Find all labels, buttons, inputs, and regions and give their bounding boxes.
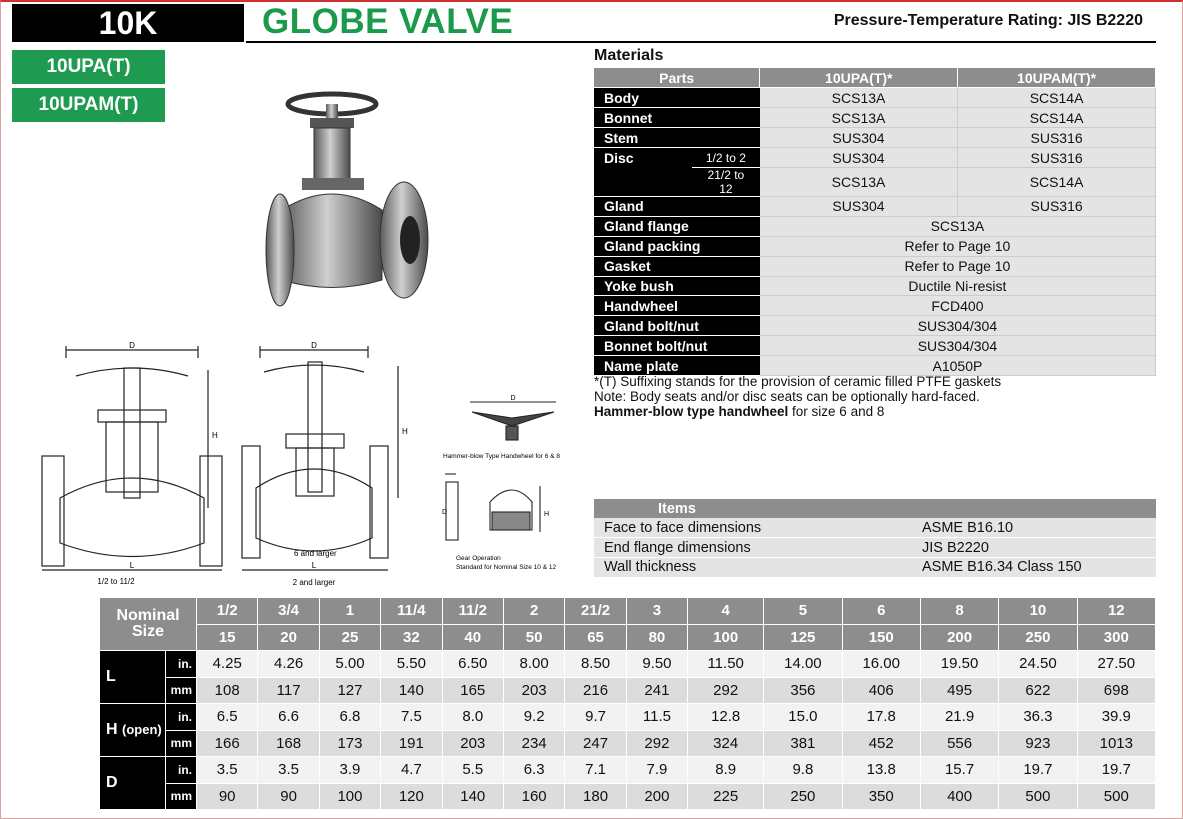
row-label-h-open: (open)	[122, 722, 162, 737]
size-inch-cell: 8	[920, 598, 998, 625]
dim-cell-h-in: 7.5	[381, 704, 442, 731]
part-name: Body	[594, 88, 760, 108]
dim-cell-h-mm: 191	[381, 730, 442, 757]
size-inch-cell: 4	[688, 598, 764, 625]
dim-cell-l-mm: 495	[920, 677, 998, 704]
dimension-table	[99, 597, 1156, 810]
material-a: SUS304	[760, 196, 958, 216]
size-mm-cell: 32	[381, 624, 442, 651]
dim-cell-d-mm: 100	[319, 783, 380, 810]
hammer-caption: Hammer-blow Type Handwheel for 6 & 8	[443, 453, 560, 460]
dim-cell-d-mm: 120	[381, 783, 442, 810]
part-name: Name plate	[594, 356, 760, 376]
dim-cell-l-in: 4.26	[258, 651, 319, 678]
dim-cell-l-mm: 356	[764, 677, 842, 704]
material-b: SUS316	[958, 148, 1156, 168]
drawing-small-sizes	[36, 338, 226, 588]
dim-cell-d-in: 15.7	[920, 757, 998, 784]
material-b: SCS14A	[958, 108, 1156, 128]
dim-cell-d-in: 6.3	[503, 757, 564, 784]
size-mm-cell: 50	[503, 624, 564, 651]
size-mm-cell: 80	[626, 624, 687, 651]
caption-small-sizes: 1/2 to 11/2	[97, 577, 135, 586]
caption-large-sizes: 2 and larger	[292, 578, 336, 587]
size-inch-cell: 2	[503, 598, 564, 625]
material-a: SCS13A	[760, 167, 958, 196]
part-name: Gland flange	[594, 216, 760, 236]
items-header-row	[594, 499, 1156, 518]
part-name: Gland bolt/nut	[594, 316, 760, 336]
items-row	[594, 557, 1156, 577]
material-row-yoke-bush	[594, 276, 1156, 296]
material-row-bonnet-bolt	[594, 336, 1156, 356]
dim-cell-l-in: 6.50	[442, 651, 503, 678]
material-common: FCD400	[760, 296, 1156, 316]
material-b: SUS316	[958, 128, 1156, 148]
part-name: Gasket	[594, 256, 760, 276]
part-name: Yoke bush	[594, 276, 760, 296]
material-common: Refer to Page 10	[760, 256, 1156, 276]
size-mm-cell: 300	[1077, 624, 1155, 651]
dim-label-d: D	[442, 509, 448, 516]
dim-cell-d-in: 19.7	[1077, 757, 1155, 784]
dim-cell-l-in: 4.25	[197, 651, 258, 678]
dim-cell-d-in: 19.7	[999, 757, 1077, 784]
material-row-bonnet	[594, 108, 1156, 128]
dim-cell-h-in: 6.6	[258, 704, 319, 731]
dim-cell-h-in: 6.8	[319, 704, 380, 731]
material-common: Ductile Ni-resist	[760, 276, 1156, 296]
size-range: 21/2 to 12	[692, 167, 760, 196]
size-inch-cell: 6	[842, 598, 920, 625]
size-inch-cell: 1/2	[197, 598, 258, 625]
material-row-name-plate	[594, 356, 1156, 376]
size-row-inches	[100, 598, 1156, 625]
row-d-inches	[100, 757, 1156, 784]
dim-cell-l-mm: 406	[842, 677, 920, 704]
size-mm-cell: 20	[258, 624, 319, 651]
dim-cell-d-in: 9.8	[764, 757, 842, 784]
dim-cell-h-in: 21.9	[920, 704, 998, 731]
material-common: SUS304/304	[760, 316, 1156, 336]
row-l-inches	[100, 651, 1156, 678]
col-parts: Parts	[594, 68, 760, 88]
size-mm-cell: 25	[319, 624, 380, 651]
item-value: ASME B16.34 Class 150	[912, 557, 1156, 577]
dim-cell-l-in: 14.00	[764, 651, 842, 678]
size-mm-cell: 250	[999, 624, 1077, 651]
dim-cell-h-in: 17.8	[842, 704, 920, 731]
dim-cell-h-in: 39.9	[1077, 704, 1155, 731]
dim-cell-h-mm: 292	[626, 730, 687, 757]
size-inch-cell: 10	[999, 598, 1077, 625]
dim-cell-d-in: 5.5	[442, 757, 503, 784]
dim-cell-l-mm: 117	[258, 677, 319, 704]
materials-header-row	[594, 68, 1156, 88]
unit-in: in.	[166, 651, 197, 678]
material-common: Refer to Page 10	[760, 236, 1156, 256]
item-value: ASME B16.10	[912, 518, 1156, 538]
size-mm-cell: 15	[197, 624, 258, 651]
dim-cell-d-in: 3.5	[197, 757, 258, 784]
dim-cell-h-mm: 166	[197, 730, 258, 757]
size-inch-cell: 11/4	[381, 598, 442, 625]
size-inch-cell: 11/2	[442, 598, 503, 625]
size-mm-cell: 150	[842, 624, 920, 651]
dim-cell-d-mm: 500	[1077, 783, 1155, 810]
material-row-disc-small	[594, 148, 1156, 168]
dim-cell-d-in: 4.7	[381, 757, 442, 784]
material-row-gland-packing	[594, 236, 1156, 256]
nominal-label-1: Nominal	[116, 607, 180, 624]
dim-cell-l-in: 8.50	[565, 651, 626, 678]
row-h-inches	[100, 704, 1156, 731]
dim-cell-h-mm: 381	[764, 730, 842, 757]
dim-cell-h-mm: 452	[842, 730, 920, 757]
dim-cell-d-mm: 140	[442, 783, 503, 810]
material-row-gland-flange	[594, 216, 1156, 236]
dim-cell-l-mm: 698	[1077, 677, 1155, 704]
dim-cell-d-in: 3.9	[319, 757, 380, 784]
dim-cell-l-in: 24.50	[999, 651, 1077, 678]
dim-cell-h-mm: 203	[442, 730, 503, 757]
dim-cell-l-in: 8.00	[503, 651, 564, 678]
nominal-label-2: Size	[131, 623, 164, 640]
dim-label-l: L	[129, 561, 135, 570]
material-a: SCS13A	[760, 88, 958, 108]
dim-cell-h-in: 8.0	[442, 704, 503, 731]
material-b: SCS14A	[958, 167, 1156, 196]
dim-cell-l-mm: 241	[626, 677, 687, 704]
gear-caption-2: Standard for Nominal Size 10 & 12	[456, 564, 557, 571]
note-hammer-blow-rest: for size 6 and 8	[788, 404, 885, 419]
items-row	[594, 538, 1156, 558]
dim-cell-d-mm: 500	[999, 783, 1077, 810]
row-l-mm	[100, 677, 1156, 704]
size-inch-cell: 21/2	[565, 598, 626, 625]
item-value: JIS B2220	[912, 538, 1156, 558]
nominal-size-label	[100, 598, 197, 651]
gear-caption-1: Gear Operation	[456, 555, 501, 562]
material-row-handwheel	[594, 296, 1156, 316]
dim-cell-d-in: 7.9	[626, 757, 687, 784]
dim-cell-d-mm: 225	[688, 783, 764, 810]
part-name: Disc	[594, 148, 692, 197]
model-button-10upat[interactable]: 10UPA(T)	[12, 50, 165, 84]
part-name: Bonnet	[594, 108, 760, 128]
dim-cell-h-in: 15.0	[764, 704, 842, 731]
dim-cell-h-in: 12.8	[688, 704, 764, 731]
dim-cell-d-in: 8.9	[688, 757, 764, 784]
material-common: A1050P	[760, 356, 1156, 376]
size-inch-cell: 3	[626, 598, 687, 625]
col-10upamt: 10UPAM(T)*	[958, 68, 1156, 88]
dim-cell-l-mm: 622	[999, 677, 1077, 704]
dim-cell-h-mm: 1013	[1077, 730, 1155, 757]
unit-in: in.	[166, 704, 197, 731]
dim-label-d: D	[129, 341, 135, 350]
dim-cell-l-mm: 108	[197, 677, 258, 704]
row-label-d: D	[100, 757, 166, 810]
material-common: SCS13A	[760, 216, 1156, 236]
size-row-mm	[100, 624, 1156, 651]
dim-cell-l-mm: 127	[319, 677, 380, 704]
row-d-mm	[100, 783, 1156, 810]
dim-cell-l-in: 9.50	[626, 651, 687, 678]
dim-cell-d-mm: 400	[920, 783, 998, 810]
material-row-gland	[594, 196, 1156, 216]
page-title: GLOBE VALVE	[262, 2, 514, 41]
dim-cell-l-in: 5.00	[319, 651, 380, 678]
material-a: SUS304	[760, 128, 958, 148]
model-button-10upamt[interactable]: 10UPAM(T)	[12, 88, 165, 122]
dim-cell-h-mm: 324	[688, 730, 764, 757]
size-inch-cell: 3/4	[258, 598, 319, 625]
dim-label-l: L	[311, 561, 317, 570]
dim-cell-l-in: 19.50	[920, 651, 998, 678]
unit-mm: mm	[166, 677, 197, 704]
dim-cell-h-mm: 234	[503, 730, 564, 757]
material-a: SCS13A	[760, 108, 958, 128]
part-name: Bonnet bolt/nut	[594, 336, 760, 356]
material-a: SUS304	[760, 148, 958, 168]
dim-cell-d-mm: 90	[197, 783, 258, 810]
dim-label-h: H	[212, 431, 218, 440]
dim-cell-d-mm: 350	[842, 783, 920, 810]
dim-cell-h-in: 9.2	[503, 704, 564, 731]
items-row	[594, 518, 1156, 538]
drawing-handwheel-options	[440, 390, 590, 575]
note-hammer-blow-bold: Hammer-blow type handwheel	[594, 404, 789, 419]
part-name: Handwheel	[594, 296, 760, 316]
size-inch-cell: 5	[764, 598, 842, 625]
dim-cell-h-in: 6.5	[197, 704, 258, 731]
pressure-rating: Pressure-Temperature Rating: JIS B2220	[833, 12, 1143, 29]
dim-cell-h-mm: 556	[920, 730, 998, 757]
dim-cell-d-in: 13.8	[842, 757, 920, 784]
dim-cell-l-mm: 165	[442, 677, 503, 704]
part-name: Stem	[594, 128, 760, 148]
row-label-h	[100, 704, 166, 757]
dim-cell-d-mm: 160	[503, 783, 564, 810]
valve-photo	[262, 90, 442, 315]
material-b: SUS316	[958, 196, 1156, 216]
dim-cell-l-in: 27.50	[1077, 651, 1155, 678]
dim-cell-l-mm: 203	[503, 677, 564, 704]
col-10upat: 10UPA(T)*	[760, 68, 958, 88]
dim-cell-l-in: 16.00	[842, 651, 920, 678]
size-mm-cell: 125	[764, 624, 842, 651]
dim-label-h: H	[402, 427, 408, 436]
dim-cell-h-mm: 247	[565, 730, 626, 757]
dim-cell-h-mm: 173	[319, 730, 380, 757]
dim-cell-d-mm: 90	[258, 783, 319, 810]
dim-cell-d-mm: 250	[764, 783, 842, 810]
materials-table	[594, 68, 1156, 376]
dim-cell-h-mm: 168	[258, 730, 319, 757]
part-name: Gland packing	[594, 236, 760, 256]
dim-cell-h-mm: 923	[999, 730, 1077, 757]
material-row-gland-bolt	[594, 316, 1156, 336]
size-mm-cell: 200	[920, 624, 998, 651]
dim-cell-l-in: 11.50	[688, 651, 764, 678]
unit-in: in.	[166, 757, 197, 784]
note-hammer-blow	[594, 404, 1001, 419]
dim-cell-l-mm: 216	[565, 677, 626, 704]
size-inch-cell: 1	[319, 598, 380, 625]
material-b: SCS14A	[958, 88, 1156, 108]
row-label-l: L	[100, 651, 166, 704]
dim-cell-h-in: 11.5	[626, 704, 687, 731]
row-h-mm	[100, 730, 1156, 757]
items-table	[594, 499, 1156, 578]
size-inch-cell: 12	[1077, 598, 1155, 625]
size-mm-cell: 65	[565, 624, 626, 651]
dim-cell-d-mm: 180	[565, 783, 626, 810]
part-name: Gland	[594, 196, 760, 216]
row-label-h-main: H	[106, 721, 118, 738]
unit-mm: mm	[166, 730, 197, 757]
item-label: Face to face dimensions	[594, 518, 912, 538]
note-ptfe: *(T) Suffixing stands for the provision of ceramic filled PTFE gaskets	[594, 374, 1002, 389]
dim-cell-h-in: 9.7	[565, 704, 626, 731]
item-label: End flange dimensions	[594, 538, 912, 558]
dim-cell-l-mm: 140	[381, 677, 442, 704]
material-row-gasket	[594, 256, 1156, 276]
item-label: Wall thickness	[594, 557, 912, 577]
dim-cell-d-in: 3.5	[258, 757, 319, 784]
dim-label-h: H	[544, 511, 550, 518]
title-rule	[246, 41, 1156, 43]
size-mm-cell: 100	[688, 624, 764, 651]
items-title: Items	[594, 499, 1156, 518]
materials-title: Materials	[594, 47, 664, 64]
material-common: SUS304/304	[760, 336, 1156, 356]
dim-cell-h-in: 36.3	[999, 704, 1077, 731]
note-hard-faced: Note: Body seats and/or disc seats can be optionally hard-faced.	[594, 389, 980, 404]
material-row-body	[594, 88, 1156, 108]
pressure-class-label: 10K	[12, 4, 244, 42]
size-mm-cell: 40	[442, 624, 503, 651]
materials-notes	[594, 374, 1001, 419]
material-row-stem	[594, 128, 1156, 148]
dim-cell-l-mm: 292	[688, 677, 764, 704]
dim-cell-l-in: 5.50	[381, 651, 442, 678]
dim-label-d: D	[311, 341, 317, 350]
dim-cell-d-mm: 200	[626, 783, 687, 810]
drawing-large-sizes	[236, 338, 412, 588]
dim-label-d: D	[510, 395, 516, 402]
unit-mm: mm	[166, 783, 197, 810]
dim-cell-d-in: 7.1	[565, 757, 626, 784]
size-range: 1/2 to 2	[692, 148, 760, 168]
note-6-and-larger: 6 and larger	[294, 549, 337, 558]
